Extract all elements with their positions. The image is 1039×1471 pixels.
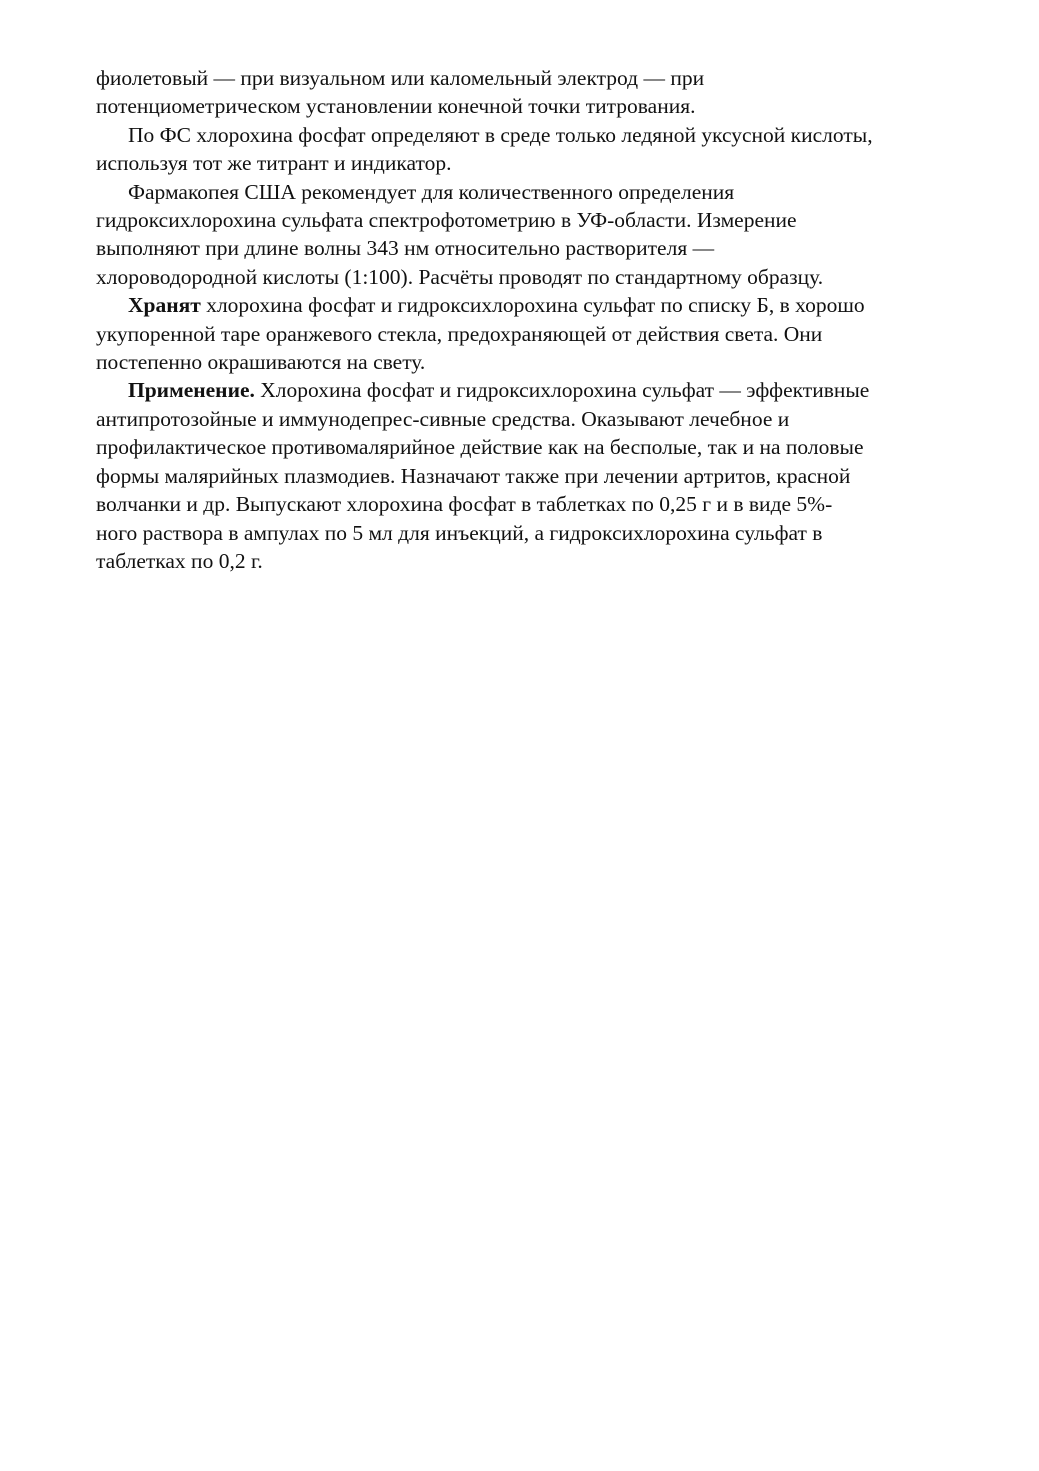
text-line: фиолетовый — при визуальном или каломельный электрод — при [96, 66, 705, 90]
text-line: таблетках по 0,2 г. [96, 548, 263, 573]
text-line: потенциометрическом установлении конечной точки титрования. [96, 94, 696, 119]
text-line: хлороводородной кислоты (1:100). Расчёты проводят по стандартному образцу. [96, 264, 824, 289]
storage-first-line [96, 291, 976, 319]
application-heading: Применение. [128, 378, 255, 403]
text-line: постепенно окрашиваются на свету. [96, 350, 426, 375]
text-line: ного раствора в ампулах по 5 мл для инъекций, а гидроксихлорохина сульфат в [96, 520, 823, 545]
storage-first-line-text: хлорохина фосфат и гидроксихлорохина сульфат по списку Б, в хорошо [200, 293, 865, 318]
text-line: антипротозойные и иммунодепрес-сивные средства. Оказывают лечебное и [96, 406, 790, 431]
text-line: волчанки и др. Выпускают хлорохина фосфат в таблетках по 0,25 г и в виде 5%- [96, 492, 833, 517]
text-line: профилактическое противомалярийное действие как на бесполые, так и на половые [96, 435, 864, 460]
text-line: формы малярийных плазмодиев. Назначают также при лечении артритов, красной [96, 463, 851, 488]
document-body [96, 64, 976, 575]
application-first-line [96, 376, 976, 404]
storage-heading: Хранят [128, 293, 201, 318]
text-line: используя тот же титрант и индикатор. [96, 151, 452, 176]
text-line: Фармакопея США рекомендует для количественного определения [128, 179, 735, 204]
text-line: По ФС хлорохина фосфат определяют в среде только ледяной уксусной кислоты, [128, 122, 873, 147]
text-line: укупоренной таре оранжевого стекла, предохраняющей от действия света. Они [96, 321, 823, 346]
application-first-line-text: Хлорохина фосфат и гидроксихлорохина сульфат — эффективные [254, 378, 870, 403]
text-line: выполняют при длине волны 343 нм относительно растворителя — [96, 236, 715, 261]
text-line: гидроксихлорохина сульфата спектрофотометрию в УФ-области. Измерение [96, 208, 797, 233]
